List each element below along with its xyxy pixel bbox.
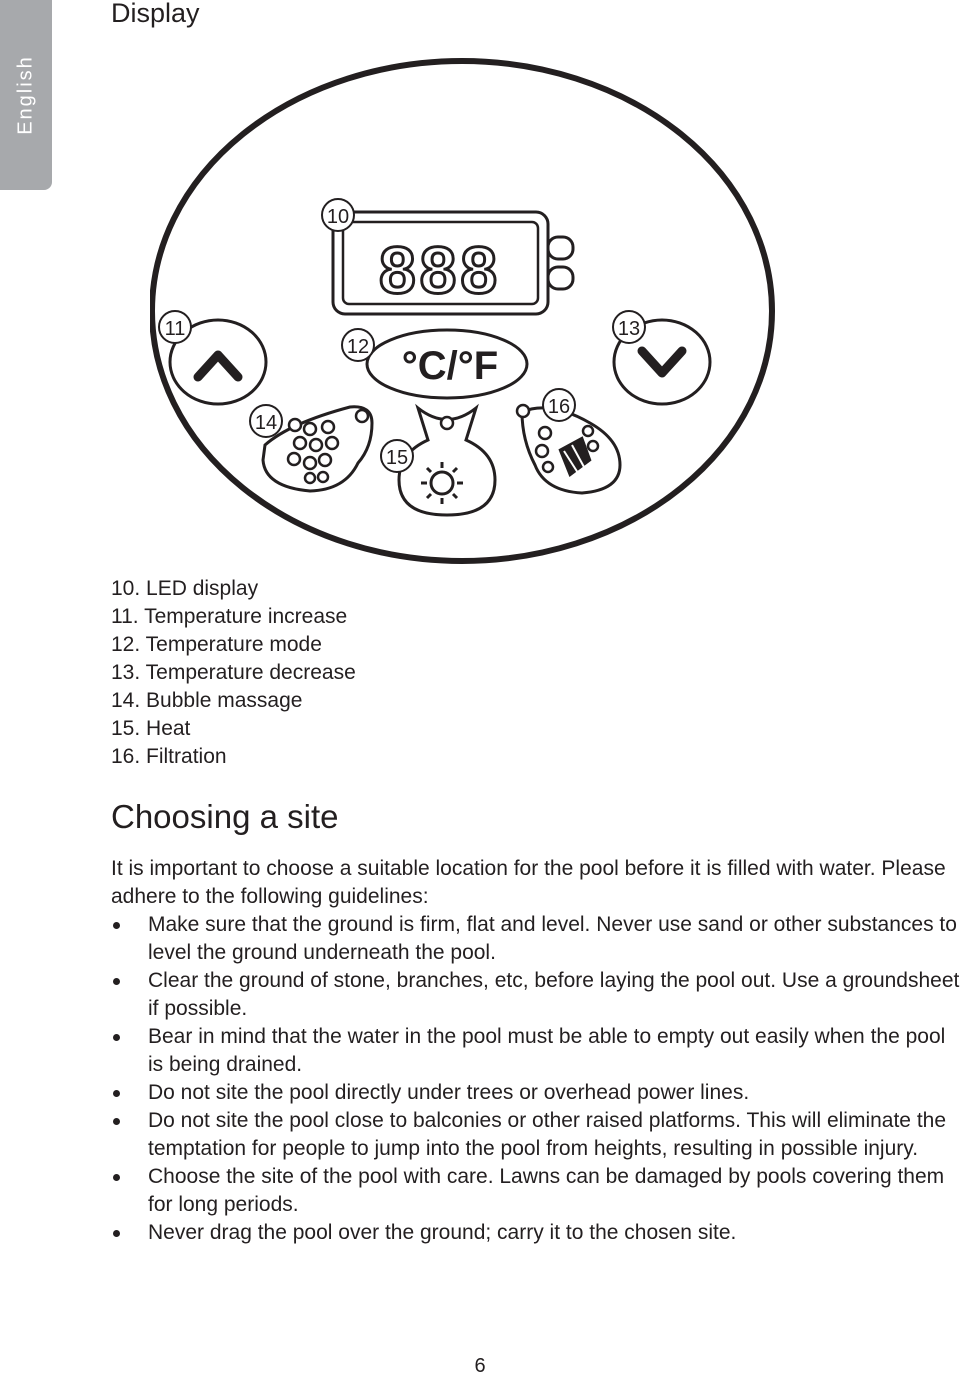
svg-text:15: 15 (385, 447, 409, 469)
svg-text:16: 16 (547, 396, 571, 418)
guideline-item: Make sure that the ground is firm, flat and level. Never use sand or other substances to level the ground underneath the pool. (111, 911, 960, 967)
bullet-icon (113, 978, 120, 985)
page-number: 6 (474, 1355, 486, 1377)
bullet-icon (113, 1230, 120, 1237)
led-display (333, 212, 573, 314)
section-title: Display (111, 0, 200, 28)
control-panel-diagram (150, 55, 780, 575)
language-tab-label: English (14, 55, 37, 135)
svg-text:13: 13 (617, 318, 641, 340)
legend-item: 15. Heat (111, 717, 191, 740)
callout-15 (381, 440, 413, 472)
bullet-icon (113, 1034, 120, 1041)
callout-11 (159, 311, 191, 343)
legend-item: 11. Temperature increase (111, 605, 348, 628)
guideline-item: Never drag the pool over the ground; carry it to the chosen site. (111, 1219, 960, 1247)
legend-item: 12. Temperature mode (111, 633, 322, 656)
callout-13 (613, 311, 645, 343)
callout-12 (342, 329, 374, 361)
choosing-site-intro: It is important to choose a suitable location for the pool before it is filled with water. Please adhere to the following guidelines: (111, 857, 946, 908)
bullet-icon (113, 922, 120, 929)
temperature-mode-button[interactable] (367, 330, 527, 398)
svg-text:11: 11 (164, 318, 186, 340)
bullet-icon (113, 1118, 120, 1125)
callout-16 (543, 389, 575, 421)
guideline-item: Choose the site of the pool with care. Lawns can be damaged by pools covering them for long periods. (111, 1163, 960, 1219)
legend-item: 10. LED display (111, 577, 259, 600)
language-tab (0, 0, 52, 190)
guideline-item: Bear in mind that the water in the pool must be able to empty out easily when the pool is being drained. (111, 1023, 960, 1079)
led-digits: 888 (378, 233, 502, 307)
svg-text:12: 12 (346, 336, 370, 358)
legend-item: 13. Temperature decrease (111, 661, 356, 684)
callout-14 (250, 405, 282, 437)
svg-text:14: 14 (254, 412, 278, 434)
temperature-mode-label: °C/°F (401, 344, 499, 388)
choosing-site-heading: Choosing a site (111, 798, 339, 835)
svg-text:10: 10 (326, 206, 350, 228)
guidelines-list (111, 911, 960, 1247)
guideline-item: Do not site the pool close to balconies or other raised platforms. This will eliminate the temptation for people to jump into the pool from heights, resulting in possible injury. (111, 1107, 960, 1163)
guideline-item: Clear the ground of stone, branches, etc, before laying the pool out. Use a groundsheet if possible. (111, 967, 960, 1023)
bullet-icon (113, 1090, 120, 1097)
legend-item: 16. Filtration (111, 745, 227, 768)
callout-10 (322, 199, 354, 231)
legend-item: 14. Bubble massage (111, 689, 303, 712)
guideline-item: Do not site the pool directly under trees or overhead power lines. (111, 1079, 960, 1107)
display-legend (111, 575, 356, 771)
heat-button[interactable] (399, 408, 495, 515)
bullet-icon (113, 1174, 120, 1181)
